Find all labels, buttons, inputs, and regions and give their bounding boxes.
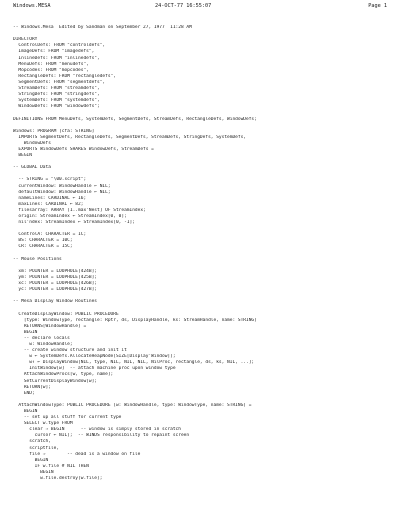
code-line: WindowDefs — [13, 140, 51, 146]
code-line: w.file.destroy[w.file]; — [13, 476, 103, 482]
code-line: IF w.file # NIL THEN — [13, 463, 89, 469]
code-line: CreateDisplayWindow: PUBLIC PROCEDURE — [13, 311, 119, 317]
code-line: DIRECTORY — [13, 37, 38, 43]
code-line: InitWindow[w] -- attach machine proc upon window type — [13, 366, 176, 372]
code-line: ControlDefs: FROM "controldefs", — [13, 43, 106, 49]
code-line: -- STRING = "\00.script"; — [13, 177, 87, 183]
code-line: Mopcodes: FROM "mopcodes", — [13, 67, 89, 73]
code-line: maxLines: CARDINAL ← 82; — [13, 201, 84, 207]
code-line: -- set up all stuff for current type — [13, 415, 122, 421]
code-line: -- GLOBAL Data — [13, 165, 51, 171]
code-line: ImageDefs: FROM "imagedefs", — [13, 49, 95, 55]
code-line: BEGIN — [13, 469, 54, 475]
code-line: EXPORTS WindowDefs SHARES WindowDefs, StreamDefs = — [13, 146, 154, 152]
code-line: WindowDefs: FROM "windowdefs"; — [13, 104, 100, 110]
code-line: StreamDefs: FROM "streamdefs", — [13, 86, 100, 92]
header-date: 24-OCT-77 16:55:07 — [155, 3, 212, 9]
code-line: StringDefs: FROM "stringdefs", — [13, 92, 100, 98]
code-line: BS: CHARACTER = 10C; — [13, 238, 73, 244]
code-line: SystemDefs: FROM "systemdefs", — [13, 98, 100, 104]
code-line: nameLines: CARDINAL ← 16; — [13, 195, 87, 201]
code-line: file ⇒ -- dead is a window on file — [13, 451, 141, 457]
code-line: ym: POINTER = LOOPHOLE[425B]; — [13, 274, 97, 280]
code-line: origin: StreamIndex ← StreamIndex[0, 0]; — [13, 214, 127, 219]
code-line: SegmentDefs: FROM "segmentdefs", — [13, 79, 106, 85]
code-line: xc: POINTER = LOOPHOLE[426B]; — [13, 281, 97, 287]
code-line: RETURNS[WindowHandle] = — [13, 323, 87, 329]
code-line: scriptfile, — [13, 445, 60, 451]
code-line: CR: CHARACTER = 15C; — [13, 244, 73, 250]
code-line: scratch, — [13, 439, 51, 445]
code-line: BEGIN — [13, 409, 38, 414]
code-line: SetCurrentDisplayWindow[w]; — [13, 378, 97, 384]
code-line: -- Mesa Display Window Routines — [13, 299, 97, 305]
code-line: w↑ ← DisplayWindow[NIL, type, NIL, NIL, NIL, NilProc, rectangle, ds, ks, NIL, ...]; — [13, 360, 255, 366]
code-line: ControlA: CHARACTER = 1C; — [13, 232, 87, 238]
code-line: RectangleDefs: FROM "rectangledefs", — [13, 73, 116, 79]
code-line: currentWindow: WindowHandle ← NIL; — [13, 183, 111, 189]
code-line: nil'ndex: StreamIndex ← StreamIndex[0, -1]; — [13, 220, 135, 226]
code-line: InlineDefs: FROM "inlinedefs", — [13, 55, 100, 61]
code-line: -- declare locals — [13, 335, 70, 341]
code-line: AttachWindowType: PUBLIC PROCEDURE [w: WindowHandle, type: WindowType, name: STRING] = — [13, 402, 252, 408]
code-line: MenuDefs: FROM "menudefs", — [13, 61, 89, 67]
code-line: xm: POINTER = LOOPHOLE[424B]; — [13, 268, 97, 274]
code-line: -- create window structure and init it — [13, 348, 127, 354]
header-file-name: Windows.MESA — [13, 3, 51, 9]
code-line: RETURN[w]; — [13, 384, 51, 390]
code-line: cursor ← NIL]; -- WINDS responsibility to repaint screen — [13, 433, 190, 439]
code-line: w ← SystemDefs.AllocateHeapNode[SIZE[Display'Window]]; — [13, 354, 176, 360]
code-line: clear ⇒ BEGIN -- window is simply stored in scratch — [13, 427, 181, 433]
code-line: [type: WindowType, rectangle: Rptr, ds, DisplayHandle, ks: StreamHandle, name: STRING] — [13, 317, 257, 323]
code-line: defaultWindow: WindowHandle ← NIL; — [13, 189, 111, 195]
code-line: BEGIN — [13, 457, 49, 463]
code-line: DEFINITIONS FROM MenuDefs, SystemDefs, SegmentDefs, StreamDefs, RectangleDefs, WindowDefs; — [13, 116, 257, 122]
code-line: BEGIN — [13, 329, 38, 335]
code-line: SELECT w.type FROM — [13, 421, 73, 427]
code-line: w: WindowHandle; — [13, 341, 73, 347]
source-listing — [13, 19, 393, 482]
code-line: -- Mouse Positions — [13, 256, 62, 262]
code-line: Windows: PROGRAM [cfa: STRING] — [13, 128, 95, 134]
code-line: -- Windows.Mesa Edited by Sandman on September 27, 1977 11:28 AM — [13, 25, 192, 31]
header-page-number: Page 1 — [368, 3, 387, 9]
code-line: yc: POINTER = LOOPHOLE[427B]; — [13, 287, 97, 293]
code-line: END; — [13, 390, 35, 396]
code-line: IMPORTS SegmentDefs, RectangleDefs, SegmentDefs, StreamDefs, StringDefs, SystemDefs, — [13, 134, 246, 140]
code-line: AttachWindowProcs[w, type, name]; — [13, 372, 114, 378]
code-line: filesarray: ARRAY [1..max'Nest] OF StreamIndex; — [13, 207, 146, 213]
code-line: BEGIN — [13, 153, 32, 159]
